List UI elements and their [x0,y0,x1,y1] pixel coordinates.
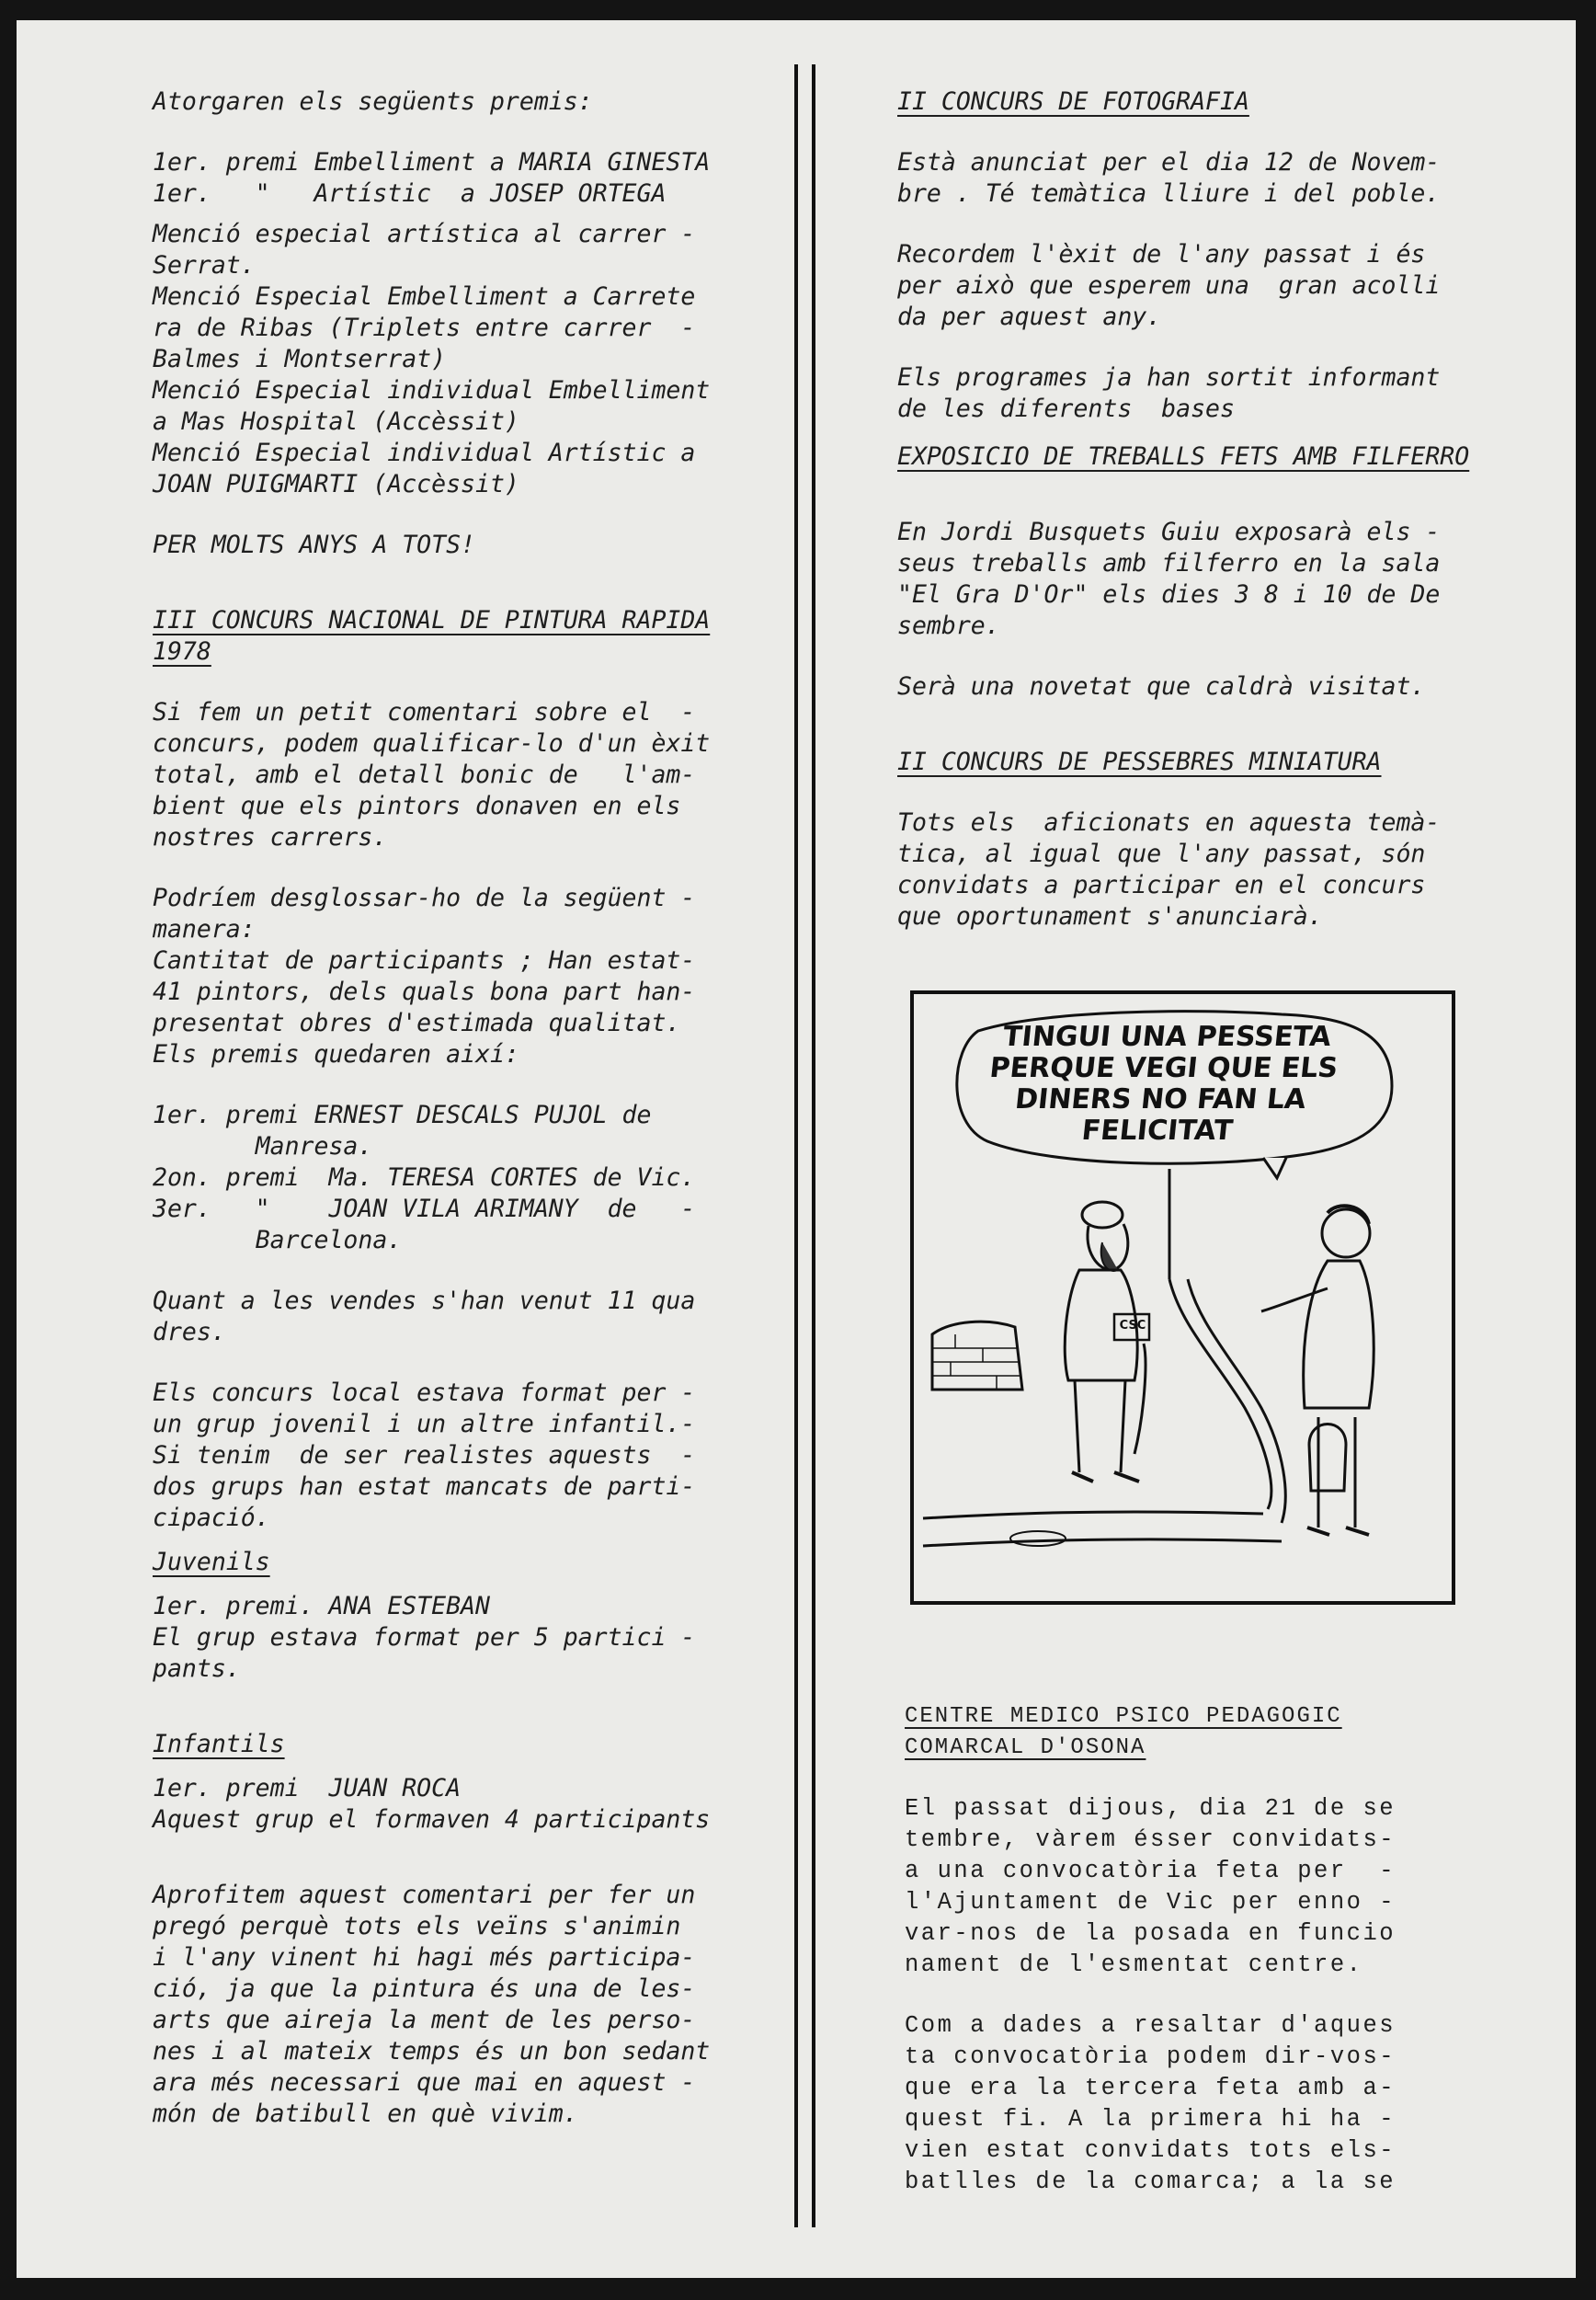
centre-section [905,1701,1511,2198]
paragraph-line: nament de l'esmentat centre. [905,1951,1363,1978]
paragraph-line: presentat obres d'estimada qualitat. [153,1009,681,1037]
centre-paragraph [905,2010,1511,2198]
paragraph-line: pregó perquè tots els veïns s'animin [153,1912,681,1940]
nativity-paragraph [897,807,1522,933]
painting-contest-year: 1978 [153,637,211,666]
paragraph-line: cipació. [153,1504,270,1532]
paragraph-line: pants. [153,1654,241,1683]
paragraph-line: i l'any vinent hi hagi més participa- [153,1943,696,1972]
paragraph-line: da per aquest any. [897,303,1162,331]
paragraph-line: dos grups han estat mancats de parti- [153,1472,696,1501]
paragraph-line: Podríem desglossar-ho de la següent - [153,884,696,912]
column-divider [812,64,815,2227]
prize-line: Barcelona. [153,1226,403,1254]
paragraph-line: bre . Té temàtica lliure i del poble. [897,179,1441,208]
prize-artistic: 1er. " Artístic a JOSEP ORTEGA [153,179,667,208]
paragraph-line: convidats a participar en el concurs [897,871,1426,899]
paragraph-line: Aprofitem aquest comentari per fer un [153,1881,696,1909]
paragraph-line: món de batibull en què vivim. [153,2100,578,2128]
exhibition-note: Serà una novetat que caldrà visitat. [897,672,1426,701]
paragraph-line: En Jordi Busquets Guiu exposarà els - [897,518,1441,546]
paragraph-line: nostres carrers. [153,823,388,852]
paragraph-line: Els premis quedaren així: [153,1040,519,1069]
sales-paragraph [153,1286,778,1348]
speech-bubble-text [963,1022,1362,1147]
paragraph-line: Quant a les vendes s'han venut 11 qua [153,1287,696,1315]
paragraph-line: 41 pintors, dels quals bona part han- [153,978,696,1006]
paragraph-line: Està anunciat per el dia 12 de Novem- [897,148,1441,177]
paragraph-line: dres. [153,1318,226,1346]
paragraph-line: Si fem un petit comentari sobre el - [153,698,696,727]
paragraph-line: Cantitat de participants ; Han estat- [153,946,696,975]
paragraph-line: manera: [153,915,256,944]
wire-exhibition-heading: EXPOSICIO DE TREBALLS FETS AMB FILFERRO [897,442,1470,471]
prize-line: 3er. " JOAN VILA ARIMANY de - [153,1195,696,1223]
juvenils-paragraph [153,1591,778,1685]
speech-line: FELICITAT [1079,1115,1235,1147]
paragraph-line: tica, al igual que l'any passat, són [897,840,1426,868]
paragraph-line: Com a dades a resaltar d'aques [905,2012,1396,2039]
paragraph-line: Els programes ja han sortit informant [897,363,1441,392]
paragraph-line: sembre. [897,612,1000,640]
mention-line: Menció Especial individual Embelliment [153,376,711,405]
paragraph-line: Tots els aficionats en aquesta temà- [897,808,1441,837]
paragraph-line: que era la tercera feta amb a- [905,2075,1396,2101]
paragraph-line: nes i al mateix temps és un bon sedant [153,2037,711,2065]
column-divider [794,64,798,2227]
paragraph-line: seus treballs amb filferro en la sala [897,549,1441,578]
paragraph-line: bient que els pintors donaven en els [153,792,681,820]
exhibition-paragraph [897,517,1522,642]
prize-line: 1er. premi ERNEST DESCALS PUJOL de [153,1101,652,1129]
paragraph-line: Si tenim de ser realistes aquests - [153,1441,696,1470]
mentions-list [153,219,778,500]
paragraph-line: total, amb el detall bonic de l'am- [153,761,696,789]
paragraph-line: ara més necessari que mai en aquest - [153,2068,696,2097]
paragraph-line: l'Ajuntament de Vic per enno - [905,1889,1396,1916]
paragraph-line: Els concurs local estava format per - [153,1379,696,1407]
paragraph-line: per això que esperem una gran acolli [897,271,1441,300]
photo-paragraph [897,239,1522,333]
infantils-paragraph [153,1773,778,1836]
paragraph-line: 1er. premi JUAN ROCA [153,1774,462,1802]
paragraph-line: quest fi. A la primera hi ha - [905,2106,1396,2133]
speech-line: TINGUI UNA PESSETA [1001,1021,1333,1053]
mention-line: Menció Especial individual Artístic a [153,439,696,467]
mention-line: JOAN PUIGMARTI (Accèssit) [153,470,519,498]
paragraph-line: Aquest grup el formaven 4 participants [153,1805,711,1834]
mention-line: Balmes i Montserrat) [153,345,447,373]
speech-line: DINERS NO FAN LA [1013,1083,1308,1116]
paragraph-line: "El Gra D'Or" els dies 3 8 i 10 de De [897,580,1441,609]
cartoon-illustration [910,990,1455,1605]
paragraph-line: que oportunament s'anunciarà. [897,902,1323,931]
centre-heading-line2: COMARCAL D'OSONA [905,1735,1146,1760]
paragraph-line: de les diferents bases [897,395,1235,423]
right-column [897,86,1522,933]
centre-paragraph [905,1793,1511,1981]
paragraph-line: El passat dijous, dia 21 de se [905,1795,1396,1822]
paragraph-line: ció, ja que la pintura és una de les- [153,1974,696,2003]
contest-breakdown [153,883,778,1070]
mention-line: a Mas Hospital (Accèssit) [153,407,519,436]
mention-line: Serrat. [153,251,256,280]
paragraph-line: ta convocatòria podem dir-vos- [905,2043,1396,2070]
juvenils-heading: Juvenils [153,1548,270,1576]
cartoon-sign: CSC [1119,1319,1146,1333]
paragraph-line: Recordem l'èxit de l'any passat i és [897,240,1426,269]
paragraph-line: vien estat convidats tots els- [905,2137,1396,2164]
paragraph-line: a una convocatòria feta per - [905,1858,1396,1884]
mention-line: Menció especial artística al carrer - [153,220,696,248]
paragraph-line: un grup jovenil i un altre infantil.- [153,1410,696,1438]
centre-heading: CENTRE MEDICO PSICO PEDAGOGIC [905,1704,1342,1729]
paragraph-line: 1er. premi. ANA ESTEBAN [153,1592,490,1620]
photo-paragraph [897,147,1522,210]
prize-embelliment: 1er. premi Embelliment a MARIA GINESTA [153,148,711,177]
paragraph-line: concurs, podem qualificar-lo d'un èxit [153,729,711,758]
mention-line: ra de Ribas (Triplets entre carrer - [153,314,696,342]
paragraph-line: batlles de la comarca; a la se [905,2168,1396,2195]
speech-line: PERQUE VEGI QUE ELS [987,1052,1340,1084]
painting-contest-heading: III CONCURS NACIONAL DE PINTURA RAPIDA [153,606,711,635]
paragraph-line: var-nos de la posada en funcio [905,1920,1396,1947]
nativity-contest-heading: II CONCURS DE PESSEBRES MINIATURA [897,748,1382,776]
left-column [153,86,778,2130]
paragraph-line: El grup estava format per 5 partici - [153,1623,696,1652]
document-page [17,20,1576,2278]
paragraph-line: arts que aireja la ment de les perso- [153,2006,696,2034]
photo-paragraph [897,362,1522,425]
prize-line: Manresa. [153,1132,373,1161]
infantils-heading: Infantils [153,1730,285,1758]
prize-line: 2on. premi Ma. TERESA CORTES de Vic. [153,1163,696,1192]
intro-line: Atorgaren els següents premis: [153,87,593,116]
photo-contest-heading: II CONCURS DE FOTOGRAFIA [897,87,1249,116]
greeting-line: PER MOLTS ANYS A TOTS! [153,531,475,559]
paragraph-line: tembre, vàrem ésser convidats- [905,1826,1396,1853]
contest-comment [153,697,778,853]
local-contest-paragraph [153,1378,778,1534]
painting-prizes [153,1100,778,1256]
mention-line: Menció Especial Embelliment a Carrete [153,282,696,311]
appeal-paragraph [153,1880,778,2130]
